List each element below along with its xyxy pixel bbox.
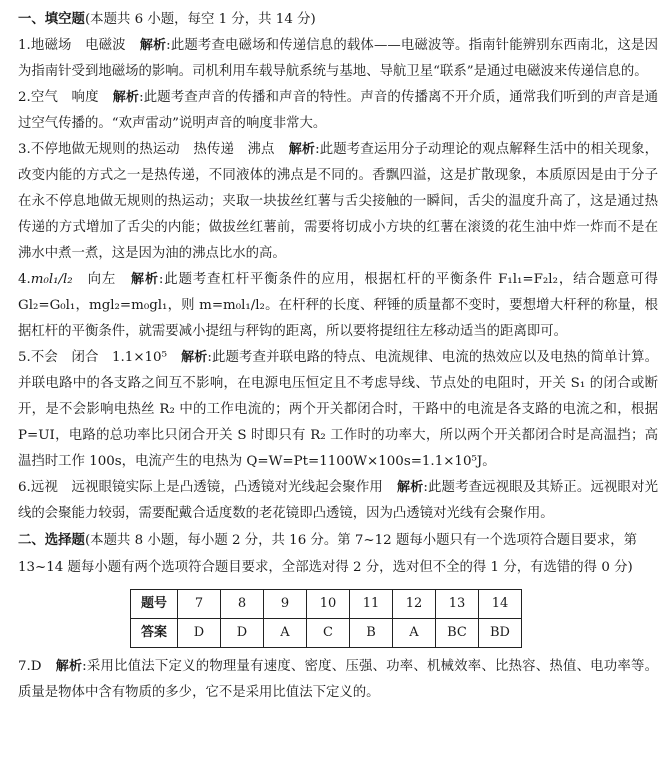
question-2: 2.空气 响度 解析:此题考查声音的传播和声音的特性。声音的传播离不开介质，通常我们听到的声音是通过空气传播的。“欢声雷动”说明声音的响度非常大。 <box>18 90 659 131</box>
question-1: 1.地磁场 电磁波 解析:此题考查电磁场和传递信息的载体——电磁波等。指南针能辨别东西南北，这是因为指南针受到地磁场的影响。司机利用车载导航系统与基地、导航卫星“联系”是通过电磁波来传递信息的。 <box>18 38 658 79</box>
explain-label: 解析 <box>55 659 83 674</box>
explanation: 此题考查声音的传播和声音的特性。声音的传播离不开介质，通常我们听到的声音是通过空气传播的。“欢声雷动”说明声音的响度非常大。 <box>18 90 659 131</box>
table-cell-answer: BD <box>479 619 522 648</box>
table-cell-number: 13 <box>436 590 479 619</box>
answer: 不停地做无规则的热运动 热传递 沸点 <box>30 142 275 157</box>
answer: 远视 远视眼镜实际上是凸透镜，凸透镜对光线起会聚作用 <box>30 480 383 495</box>
question-number: 5. <box>18 350 31 365</box>
answer-table-number-row <box>131 590 522 619</box>
table-cell-answer: D <box>221 619 264 648</box>
section-title: 二、选择题 <box>18 532 85 548</box>
answer-direction: 向左 <box>86 272 117 287</box>
answer: D <box>30 659 42 674</box>
question-4: 4.m₀l₁/l₂ 向左 解析:此题考查杠杆平衡条件的应用，根据杠杆的平衡条件 F₁l₁=F₂l₂，结合题意可得 Gl₂=G₀l₁，mgl₂=m₀gl₁，则 m=m₀l₁/l₂。在杆秤的长度、秤锤的质量都不变时，要想增大杆秤的称量，根据杠杆的平衡条件，就需要减小提纽与秤钩的距离，所以要将提纽往左移动适当的距离即可。 <box>18 272 658 339</box>
explain-label: 解析 <box>288 142 316 157</box>
table-cell-answer: D <box>178 619 221 648</box>
table-cell-number: 12 <box>393 590 436 619</box>
table-cell-number: 14 <box>479 590 522 619</box>
question-6: 6.远视 远视眼镜实际上是凸透镜，凸透镜对光线起会聚作用 解析:此题考查远视眼及其矫正。远视眼对光线的会聚能力较弱，需要配戴合适度数的老花镜即凸透镜，因为凸透镜对光线有会聚作用。 <box>18 480 659 521</box>
explanation: 此题考查电磁场和传递信息的载体——电磁波等。指南针能辨别东西南北，这是因为指南针受到地磁场的影响。司机利用车载导航系统与基地、导航卫星“联系”是通过电磁波来传递信息的。 <box>18 38 658 79</box>
question-7: 7.D 解析:采用比值法下定义的物理量有速度、密度、压强、功率、机械效率、比热容、热值、电功率等。质量是物体中含有物质的多少，它不是采用比值法下定义的。 <box>18 659 658 700</box>
explanation: 此题考查远视眼及其矫正。远视眼对光线的会聚能力较弱，需要配戴合适度数的老花镜即凸透镜，因为凸透镜对光线有会聚作用。 <box>18 480 659 521</box>
table-cell-answer: C <box>307 619 350 648</box>
question-number: 2. <box>18 90 31 105</box>
explain-label: 解析 <box>396 480 424 495</box>
question-number: 3. <box>18 142 31 157</box>
table-cell-number: 8 <box>221 590 264 619</box>
question-number: 6. <box>18 480 31 495</box>
explanation-part-2: 在杆秤的长度、秤锤的质量都不变时，要想增大杆秤的称量，根据杠杆的平衡条件，就需要减小提纽与秤钩的距离，所以要将提纽往左移动适当的距离即可。 <box>18 298 658 339</box>
question-number: 7. <box>18 659 31 674</box>
answer-table-answer-row <box>131 619 522 648</box>
explain-label: 解析 <box>180 350 208 365</box>
table-cell-number: 7 <box>178 590 221 619</box>
table-cell-answer: A <box>264 619 307 648</box>
question-5: 5.不会 闭合 1.1×10⁵ 解析:此题考查并联电路的特点、电流规律、电流的热效应以及电热的简单计算。并联电路中的各支路之间互不影响，在电源电压恒定且不考虑导线、节点处的电阻时，开关 S₁ 的闭合或断开，是不会影响电热丝 R₂ 中的工作电流的；两个开关都闭合时，干路中的电流是各支路的电流之和，根据 P=UI，电路的总功率比只闭合开关 S 时即只有 R₂ 工作时的功率大，所以两个开关都闭合时是高温挡；高温挡时工作 100s，电流产生的电热为 Q=W=Pt=1100W×100s=1.1×10⁵J。 <box>18 350 658 469</box>
table-cell-answer: BC <box>436 619 479 648</box>
question-3: 3.不停地做无规则的热运动 热传递 沸点 解析:此题考查运用分子动理论的观点解释生活中的相关现象，改变内能的方式之一是热传递，不同液体的沸点是不同的。香飘四溢，这是扩散现象，本质原因是由于分子在永不停息地做无规则的热运动；夹取一块拔丝红薯与舌尖接触的一瞬间，舌尖的温度升高了，这是通过热传递的方式增加了舌尖的内能；做拔丝红薯前，需要将切成小方块的红薯在滚烫的花生油中炸一炸而不是在沸水中煮一煮，这是因为油的沸点比水的高。 <box>18 142 659 261</box>
answer-table <box>130 589 522 648</box>
table-cell-answer: B <box>350 619 393 648</box>
answer-formula: m₀l₁/l₂ <box>30 272 73 287</box>
section-choice-heading <box>18 527 658 581</box>
explain-label: 解析 <box>112 90 140 105</box>
table-cell-number: 10 <box>307 590 350 619</box>
explanation: 采用比值法下定义的物理量有速度、密度、压强、功率、机械效率、比热容、热值、电功率等。质量是物体中含有物质的多少，它不是采用比值法下定义的。 <box>18 659 658 700</box>
explanation-part-1: 此题考查杠杆平衡条件的应用，根据杠杆的平衡条件 F₁l₁=F₂l₂，结合题意可得 Gl₂=G₀l₁，mgl₂=m₀gl₁，则 m=m₀l₁/l₂。 <box>18 272 658 313</box>
explain-label: 解析 <box>139 38 167 53</box>
section-fill-blank-heading <box>18 6 658 33</box>
explanation: 此题考查并联电路的特点、电流规律、电流的热效应以及电热的简单计算。并联电路中的各支路之间互不影响，在电源电压恒定且不考虑导线、节点处的电阻时，开关 S₁ 的闭合或断开，是不会影响电热丝 R₂ 中的工作电流的；两个开关都闭合时，干路中的电流是各支路的电流之和，根据 P=UI，电路的总功率比只闭合开关 S 时即只有 R₂ 工作时的功率大，所以两个开关都闭合时是高温挡；高温挡时工作 100s，电流产生的电热为 Q=W=Pt=1100W×100s=1.1×10⁵J。 <box>18 350 658 469</box>
answer: 地磁场 电磁波 <box>30 38 126 53</box>
question-number: 4. <box>18 272 31 287</box>
explain-label: 解析 <box>130 272 159 287</box>
section-title: 一、填空题 <box>18 11 85 27</box>
row-label-answer: 答案 <box>131 619 178 648</box>
answer: 不会 闭合 1.1×10⁵ <box>30 350 167 365</box>
section-note: (本题共 8 小题，每小题 2 分，共 16 分。第 7~12 题每小题只有一个选项符合题目要求，第 13~14 题每小题有两个选项符合题目要求，全部选对得 2 分，选对但不全的得 1 分，有选错的得 0 分) <box>18 533 637 575</box>
table-cell-number: 9 <box>264 590 307 619</box>
section-note: (本题共 6 小题，每空 1 分，共 14 分) <box>84 12 316 27</box>
explanation: 此题考查运用分子动理论的观点解释生活中的相关现象，改变内能的方式之一是热传递，不同液体的沸点是不同的。香飘四溢，这是扩散现象，本质原因是由于分子在永不停息地做无规则的热运动；夹取一块拔丝红薯与舌尖接触的一瞬间，舌尖的温度升高了，这是通过热传递的方式增加了舌尖的内能；做拔丝红薯前，需要将切成小方块的红薯在滚烫的花生油中炸一炸而不是在沸水中煮一煮，这是因为油的沸点比水的高。 <box>18 142 659 261</box>
table-cell-number: 11 <box>350 590 393 619</box>
question-number: 1. <box>18 38 31 53</box>
row-label-number: 题号 <box>131 590 178 619</box>
table-cell-answer: A <box>393 619 436 648</box>
answer: 空气 响度 <box>30 90 99 105</box>
